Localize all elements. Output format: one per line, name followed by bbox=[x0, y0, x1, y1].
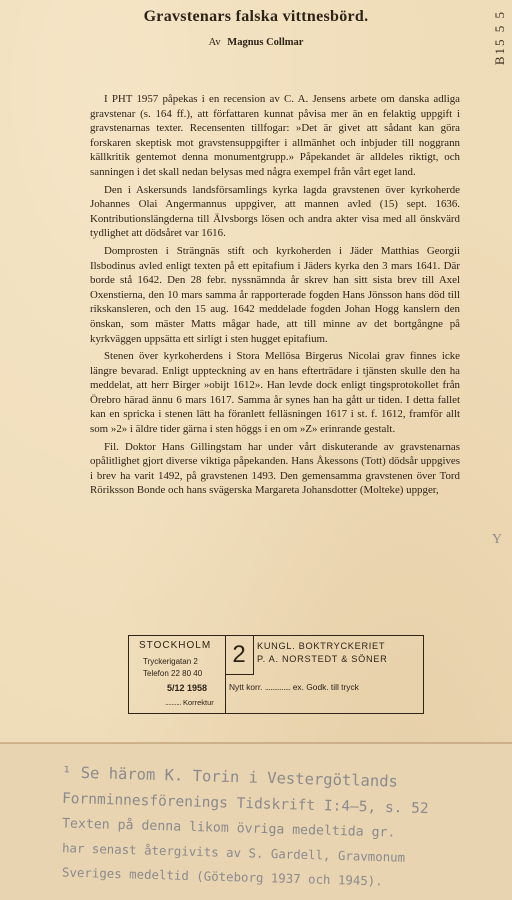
stamp-ex: ex. bbox=[292, 682, 304, 692]
article-body bbox=[90, 92, 460, 501]
margin-code: B15 5 5 bbox=[492, 10, 507, 66]
byline-author: Magnus Collmar bbox=[227, 37, 304, 48]
paragraph-1: I PHT 1957 påpekas i en recension av C. A. Jensens arbete om danska adliga gravstenar (s. 164 ff.), att författaren kunnat påvisa mer än en felaktig uppgift i gravstenarnas texter. Recensenten tillfogar: »Det är givet att sådant kan göra forskaren skeptisk mot gravstensuppgifter i allmänhet och inbjuder till noggrann källkritik gentemot denna monumentgrupp.» Påpekandet är alldeles riktigt, och sanningen i det skall nedan belysas med några exempel från vårt eget land. bbox=[90, 93, 460, 178]
fold-line bbox=[0, 742, 512, 744]
stamp-address: Tryckerigatan 2 bbox=[143, 657, 198, 666]
stamp-city: STOCKHOLM bbox=[139, 640, 212, 651]
stamp-proof-number: 2 bbox=[225, 636, 254, 675]
handwritten-note-line-1: ¹ Se härom K. Torin i Vestergötlands bbox=[61, 763, 399, 791]
stamp-phone: Telefon 22 80 40 bbox=[143, 669, 203, 678]
handwritten-note-line-2: Fornminnesförenings Tidskrift I:4–5, s. 52 bbox=[61, 790, 429, 818]
stamp-date: 5/12 1958 bbox=[167, 683, 208, 693]
paragraph-5: Fil. Doktor Hans Gillingstam har under vårt diskuterande av gravstenarnas opålitlighet gjort diverse viktiga påpekanden. Hans Åkessons (Tott) dödsår uppgives i brev ha varit 1492, på gravstenen 1493. Den gemensamma gravstenen över Tord Röriksson Bonde och hans svägerska Margareta Johansdotter (Molteke) uppger, bbox=[90, 440, 460, 497]
paragraph-4: Stenen över kyrkoherdens i Stora Mellösa Birgerus Nicolai grav finnes icke längre bevarad. Enligt uppteckning av en hans efterträdare i tjänsten skulle den ha meddelat, att herr Birger »obijt 1612». Han levde dock enligt tingsprotokollet från Örebro härad ännu 6 mars 1617. Samma år synes han ha gått ur tiden. I detta fallet kan en spricka i stenen lätt ha föranlett felläsningen 1617 i st. f. 1612, framför allt som »2» i äldre tider gärna i sten höggs i en om »Z» erinrande gestalt. bbox=[90, 350, 460, 436]
article-title: Gravstenars falska vittnesbörd. bbox=[143, 8, 369, 25]
printer-proof-stamp bbox=[128, 635, 424, 714]
stamp-nytt-korr: Nytt korr. bbox=[229, 682, 263, 692]
paragraph-2: Den i Askersunds landsförsamlings kyrka lagda gravstenen över kyrkoherde Johannes Olai Angermannus uppgiver, att mannen avled (15) sept. 1636. Kontributionslängderna till Älvsborgs lösen och andra akter visa med all önskvärd tydlighet att dödsåret var 1616. bbox=[90, 183, 460, 240]
stamp-godk: Godk. till tryck bbox=[306, 682, 359, 692]
stamp-printer-line-1: KUNGL. BOKTRYCKERIET bbox=[257, 641, 386, 651]
stamp-korrektur: .......... Korrektur bbox=[165, 698, 214, 707]
margin-tick-mark: Y bbox=[492, 532, 503, 547]
paragraph-3: Domprosten i Strängnäs stift och kyrkoherden i Jäder Matthias Georgii Ilsbodinus avled enligt texten på ett epitafium i Jäders kyrka den 3 mars 1641. Där borde stå 1642. Den 28 febr. nyssnämnda år skrev han sitt sista brev till Axel Oxenstierna, den 10 mars samma år rapporterade fogden Hans Jönsson hans död till rikskansleren, och den 15 aug. 1642 meddelade fogden Johan Hogg kanslern den önskan, som mäster Matts mågar hade, att till minne av det bortgångne på kyrkväggen uppsätta ett sirligt i sten hugget epitafium. bbox=[90, 244, 460, 345]
handwritten-note-line-3: Texten på denna likom övriga medeltida gr. bbox=[61, 816, 396, 841]
stamp-approval-line: Nytt korr. .............. ex. Godk. till tryck bbox=[229, 682, 359, 692]
byline bbox=[0, 37, 512, 48]
stamp-printer-line-2: P. A. NORSTEDT & SÖNER bbox=[257, 654, 388, 664]
handwritten-note-line-4: har senast återgivits av S. Gardell, Gravmonum bbox=[61, 840, 406, 865]
stamp-left-panel bbox=[129, 636, 226, 713]
handwritten-note-line-5: Sveriges medeltid (Göteborg 1937 och 1945). bbox=[61, 864, 383, 889]
byline-prefix: Av bbox=[208, 37, 221, 48]
stamp-printer bbox=[257, 640, 421, 666]
